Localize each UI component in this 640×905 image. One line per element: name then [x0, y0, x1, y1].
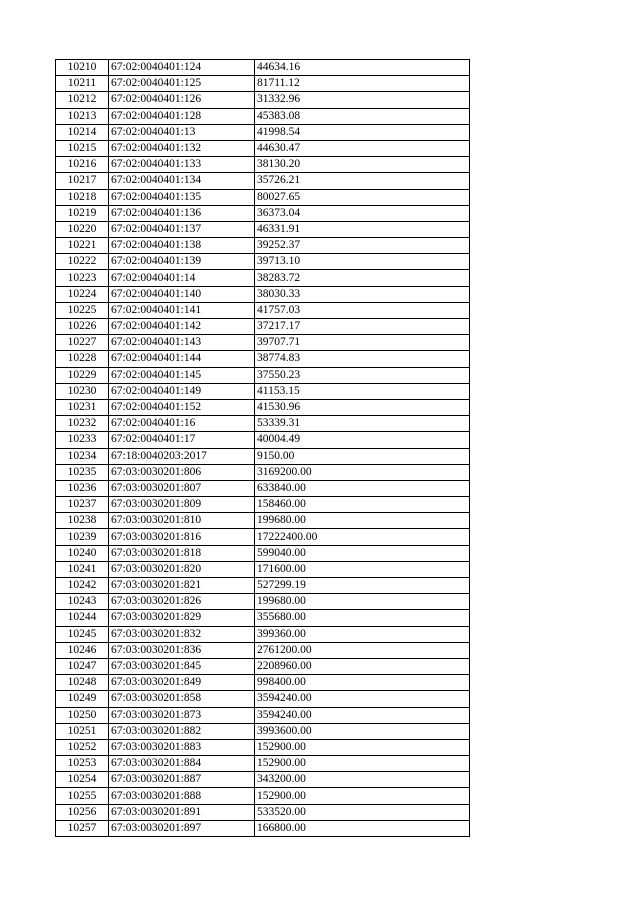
table-row	[56, 626, 470, 642]
row-number-cell: 10218	[56, 189, 109, 205]
row-number-cell: 10240	[56, 545, 109, 561]
cadastral-value-cell: 39707.71	[255, 335, 470, 351]
cadastral-number-cell: 67:03:0030201:818	[109, 545, 255, 561]
cadastral-value-cell: 2761200.00	[255, 642, 470, 658]
cadastral-number-cell: 67:02:0040401:126	[109, 92, 255, 108]
table-row	[56, 92, 470, 108]
cadastral-number-cell: 67:02:0040401:138	[109, 238, 255, 254]
cadastral-number-cell: 67:03:0030201:820	[109, 561, 255, 577]
row-number-cell: 10227	[56, 335, 109, 351]
cadastral-number-cell: 67:03:0030201:806	[109, 464, 255, 480]
table-row	[56, 723, 470, 739]
cadastral-number-cell: 67:02:0040401:134	[109, 173, 255, 189]
cadastral-number-cell: 67:03:0030201:858	[109, 691, 255, 707]
row-number-cell: 10216	[56, 157, 109, 173]
row-number-cell: 10239	[56, 529, 109, 545]
cadastral-value-cell: 45383.08	[255, 108, 470, 124]
table-row	[56, 820, 470, 836]
cadastral-value-cell: 44634.16	[255, 60, 470, 76]
cadastral-number-cell: 67:02:0040401:141	[109, 302, 255, 318]
row-number-cell: 10215	[56, 140, 109, 156]
cadastral-value-cell: 40004.49	[255, 432, 470, 448]
table-row	[56, 173, 470, 189]
cadastral-value-cell: 3169200.00	[255, 464, 470, 480]
table-row	[56, 367, 470, 383]
row-number-cell: 10243	[56, 594, 109, 610]
cadastral-value-cell: 199680.00	[255, 594, 470, 610]
cadastral-number-cell: 67:03:0030201:832	[109, 626, 255, 642]
row-number-cell: 10250	[56, 707, 109, 723]
cadastral-value-cell: 41998.54	[255, 124, 470, 140]
row-number-cell: 10219	[56, 205, 109, 221]
cadastral-number-cell: 67:02:0040401:17	[109, 432, 255, 448]
cadastral-number-cell: 67:02:0040401:135	[109, 189, 255, 205]
table-row	[56, 189, 470, 205]
row-number-cell: 10247	[56, 658, 109, 674]
row-number-cell: 10256	[56, 804, 109, 820]
table-row	[56, 497, 470, 513]
cadastral-value-cell: 36373.04	[255, 205, 470, 221]
cadastral-value-cell: 44630.47	[255, 140, 470, 156]
table-row	[56, 416, 470, 432]
cadastral-value-cell: 46331.91	[255, 221, 470, 237]
cadastral-number-cell: 67:03:0030201:891	[109, 804, 255, 820]
table-row	[56, 124, 470, 140]
cadastral-value-cell: 355680.00	[255, 610, 470, 626]
row-number-cell: 10236	[56, 480, 109, 496]
table-row	[56, 480, 470, 496]
row-number-cell: 10246	[56, 642, 109, 658]
cadastral-value-cell: 31332.96	[255, 92, 470, 108]
cadastral-number-cell: 67:02:0040401:14	[109, 270, 255, 286]
cadastral-value-cell: 527299.19	[255, 578, 470, 594]
cadastral-number-cell: 67:03:0030201:816	[109, 529, 255, 545]
row-number-cell: 10220	[56, 221, 109, 237]
table-row	[56, 788, 470, 804]
cadastral-value-cell: 152900.00	[255, 788, 470, 804]
row-number-cell: 10221	[56, 238, 109, 254]
cadastral-value-cell: 3993600.00	[255, 723, 470, 739]
cadastral-number-cell: 67:03:0030201:873	[109, 707, 255, 723]
row-number-cell: 10210	[56, 60, 109, 76]
table-row	[56, 432, 470, 448]
cadastral-number-cell: 67:02:0040401:124	[109, 60, 255, 76]
cadastral-number-cell: 67:02:0040401:125	[109, 76, 255, 92]
row-number-cell: 10226	[56, 319, 109, 335]
table-row	[56, 238, 470, 254]
cadastral-number-cell: 67:02:0040401:16	[109, 416, 255, 432]
cadastral-number-cell: 67:02:0040401:13	[109, 124, 255, 140]
cadastral-value-cell: 38774.83	[255, 351, 470, 367]
cadastral-number-cell: 67:03:0030201:884	[109, 756, 255, 772]
cadastral-value-cell: 53339.31	[255, 416, 470, 432]
cadastral-number-cell: 67:02:0040401:143	[109, 335, 255, 351]
row-number-cell: 10242	[56, 578, 109, 594]
row-number-cell: 10217	[56, 173, 109, 189]
table-row	[56, 254, 470, 270]
cadastral-number-cell: 67:03:0030201:807	[109, 480, 255, 496]
table-row	[56, 594, 470, 610]
table-row	[56, 302, 470, 318]
row-number-cell: 10232	[56, 416, 109, 432]
row-number-cell: 10222	[56, 254, 109, 270]
cadastral-value-cell: 998400.00	[255, 675, 470, 691]
table-row	[56, 545, 470, 561]
cadastral-number-cell: 67:03:0030201:810	[109, 513, 255, 529]
cadastral-number-cell: 67:18:0040203:2017	[109, 448, 255, 464]
row-number-cell: 10228	[56, 351, 109, 367]
cadastral-value-cell: 41153.15	[255, 383, 470, 399]
table-row	[56, 60, 470, 76]
row-number-cell: 10235	[56, 464, 109, 480]
cadastral-number-cell: 67:02:0040401:144	[109, 351, 255, 367]
cadastral-number-cell: 67:02:0040401:152	[109, 399, 255, 415]
table-body	[56, 60, 470, 837]
table-row	[56, 642, 470, 658]
cadastral-value-cell: 37550.23	[255, 367, 470, 383]
table-row	[56, 513, 470, 529]
row-number-cell: 10241	[56, 561, 109, 577]
table-row	[56, 286, 470, 302]
cadastral-value-cell: 3594240.00	[255, 707, 470, 723]
table-row	[56, 675, 470, 691]
cadastral-number-cell: 67:02:0040401:133	[109, 157, 255, 173]
row-number-cell: 10248	[56, 675, 109, 691]
cadastral-number-cell: 67:03:0030201:888	[109, 788, 255, 804]
cadastral-number-cell: 67:03:0030201:836	[109, 642, 255, 658]
cadastral-number-cell: 67:03:0030201:845	[109, 658, 255, 674]
cadastral-value-cell: 37217.17	[255, 319, 470, 335]
cadastral-value-cell: 38283.72	[255, 270, 470, 286]
row-number-cell: 10214	[56, 124, 109, 140]
cadastral-value-cell: 38130.20	[255, 157, 470, 173]
table-row	[56, 270, 470, 286]
cadastral-value-cell: 343200.00	[255, 772, 470, 788]
cadastral-value-cell: 2208960.00	[255, 658, 470, 674]
cadastral-value-cell: 3594240.00	[255, 691, 470, 707]
row-number-cell: 10255	[56, 788, 109, 804]
cadastral-value-cell: 80027.65	[255, 189, 470, 205]
table-row	[56, 464, 470, 480]
table-row	[56, 399, 470, 415]
cadastral-value-cell: 41757.03	[255, 302, 470, 318]
table-row	[56, 756, 470, 772]
row-number-cell: 10253	[56, 756, 109, 772]
table-row	[56, 157, 470, 173]
table-row	[56, 335, 470, 351]
table-row	[56, 561, 470, 577]
cadastral-number-cell: 67:03:0030201:887	[109, 772, 255, 788]
cadastral-value-cell: 152900.00	[255, 756, 470, 772]
cadastral-number-cell: 67:02:0040401:139	[109, 254, 255, 270]
table-row	[56, 319, 470, 335]
cadastral-number-cell: 67:02:0040401:132	[109, 140, 255, 156]
cadastral-number-cell: 67:03:0030201:883	[109, 739, 255, 755]
row-number-cell: 10212	[56, 92, 109, 108]
table-row	[56, 691, 470, 707]
cadastral-value-cell: 9150.00	[255, 448, 470, 464]
cadastral-value-cell: 533520.00	[255, 804, 470, 820]
cadastral-value-cell: 41530.96	[255, 399, 470, 415]
table-row	[56, 140, 470, 156]
cadastral-number-cell: 67:02:0040401:128	[109, 108, 255, 124]
cadastral-value-cell: 17222400.00	[255, 529, 470, 545]
cadastral-value-cell: 39252.37	[255, 238, 470, 254]
table-row	[56, 578, 470, 594]
cadastral-number-cell: 67:02:0040401:136	[109, 205, 255, 221]
table-row	[56, 383, 470, 399]
row-number-cell: 10249	[56, 691, 109, 707]
table-row	[56, 448, 470, 464]
table-row	[56, 707, 470, 723]
row-number-cell: 10211	[56, 76, 109, 92]
table-row	[56, 772, 470, 788]
cadastral-number-cell: 67:03:0030201:897	[109, 820, 255, 836]
row-number-cell: 10252	[56, 739, 109, 755]
row-number-cell: 10257	[56, 820, 109, 836]
cadastral-value-cell: 152900.00	[255, 739, 470, 755]
cadastral-number-cell: 67:02:0040401:137	[109, 221, 255, 237]
cadastral-value-cell: 399360.00	[255, 626, 470, 642]
cadastral-number-cell: 67:02:0040401:142	[109, 319, 255, 335]
row-number-cell: 10225	[56, 302, 109, 318]
cadastral-number-cell: 67:02:0040401:145	[109, 367, 255, 383]
cadastral-value-cell: 166800.00	[255, 820, 470, 836]
cadastral-value-cell: 38030.33	[255, 286, 470, 302]
cadastral-value-cell: 39713.10	[255, 254, 470, 270]
table-row	[56, 108, 470, 124]
row-number-cell: 10251	[56, 723, 109, 739]
table-row	[56, 205, 470, 221]
cadastral-value-cell: 171600.00	[255, 561, 470, 577]
cadastral-value-cell: 35726.21	[255, 173, 470, 189]
cadastral-value-cell: 199680.00	[255, 513, 470, 529]
row-number-cell: 10238	[56, 513, 109, 529]
row-number-cell: 10230	[56, 383, 109, 399]
cadastral-value-cell: 81711.12	[255, 76, 470, 92]
row-number-cell: 10244	[56, 610, 109, 626]
table-row	[56, 658, 470, 674]
row-number-cell: 10237	[56, 497, 109, 513]
table-row	[56, 221, 470, 237]
table-row	[56, 804, 470, 820]
cadastral-value-cell: 633840.00	[255, 480, 470, 496]
row-number-cell: 10229	[56, 367, 109, 383]
cadastral-value-cell: 599040.00	[255, 545, 470, 561]
table-row	[56, 76, 470, 92]
row-number-cell: 10233	[56, 432, 109, 448]
row-number-cell: 10254	[56, 772, 109, 788]
cadastral-number-cell: 67:03:0030201:821	[109, 578, 255, 594]
cadastral-number-cell: 67:02:0040401:140	[109, 286, 255, 302]
table-row	[56, 529, 470, 545]
row-number-cell: 10213	[56, 108, 109, 124]
cadastral-number-cell: 67:03:0030201:882	[109, 723, 255, 739]
cadastral-value-cell: 158460.00	[255, 497, 470, 513]
cadastral-number-cell: 67:03:0030201:829	[109, 610, 255, 626]
row-number-cell: 10231	[56, 399, 109, 415]
table-row	[56, 351, 470, 367]
row-number-cell: 10223	[56, 270, 109, 286]
row-number-cell: 10245	[56, 626, 109, 642]
table-row	[56, 739, 470, 755]
cadastral-value-table	[55, 59, 470, 837]
cadastral-number-cell: 67:03:0030201:809	[109, 497, 255, 513]
row-number-cell: 10234	[56, 448, 109, 464]
cadastral-number-cell: 67:03:0030201:826	[109, 594, 255, 610]
row-number-cell: 10224	[56, 286, 109, 302]
cadastral-number-cell: 67:02:0040401:149	[109, 383, 255, 399]
cadastral-number-cell: 67:03:0030201:849	[109, 675, 255, 691]
table-row	[56, 610, 470, 626]
